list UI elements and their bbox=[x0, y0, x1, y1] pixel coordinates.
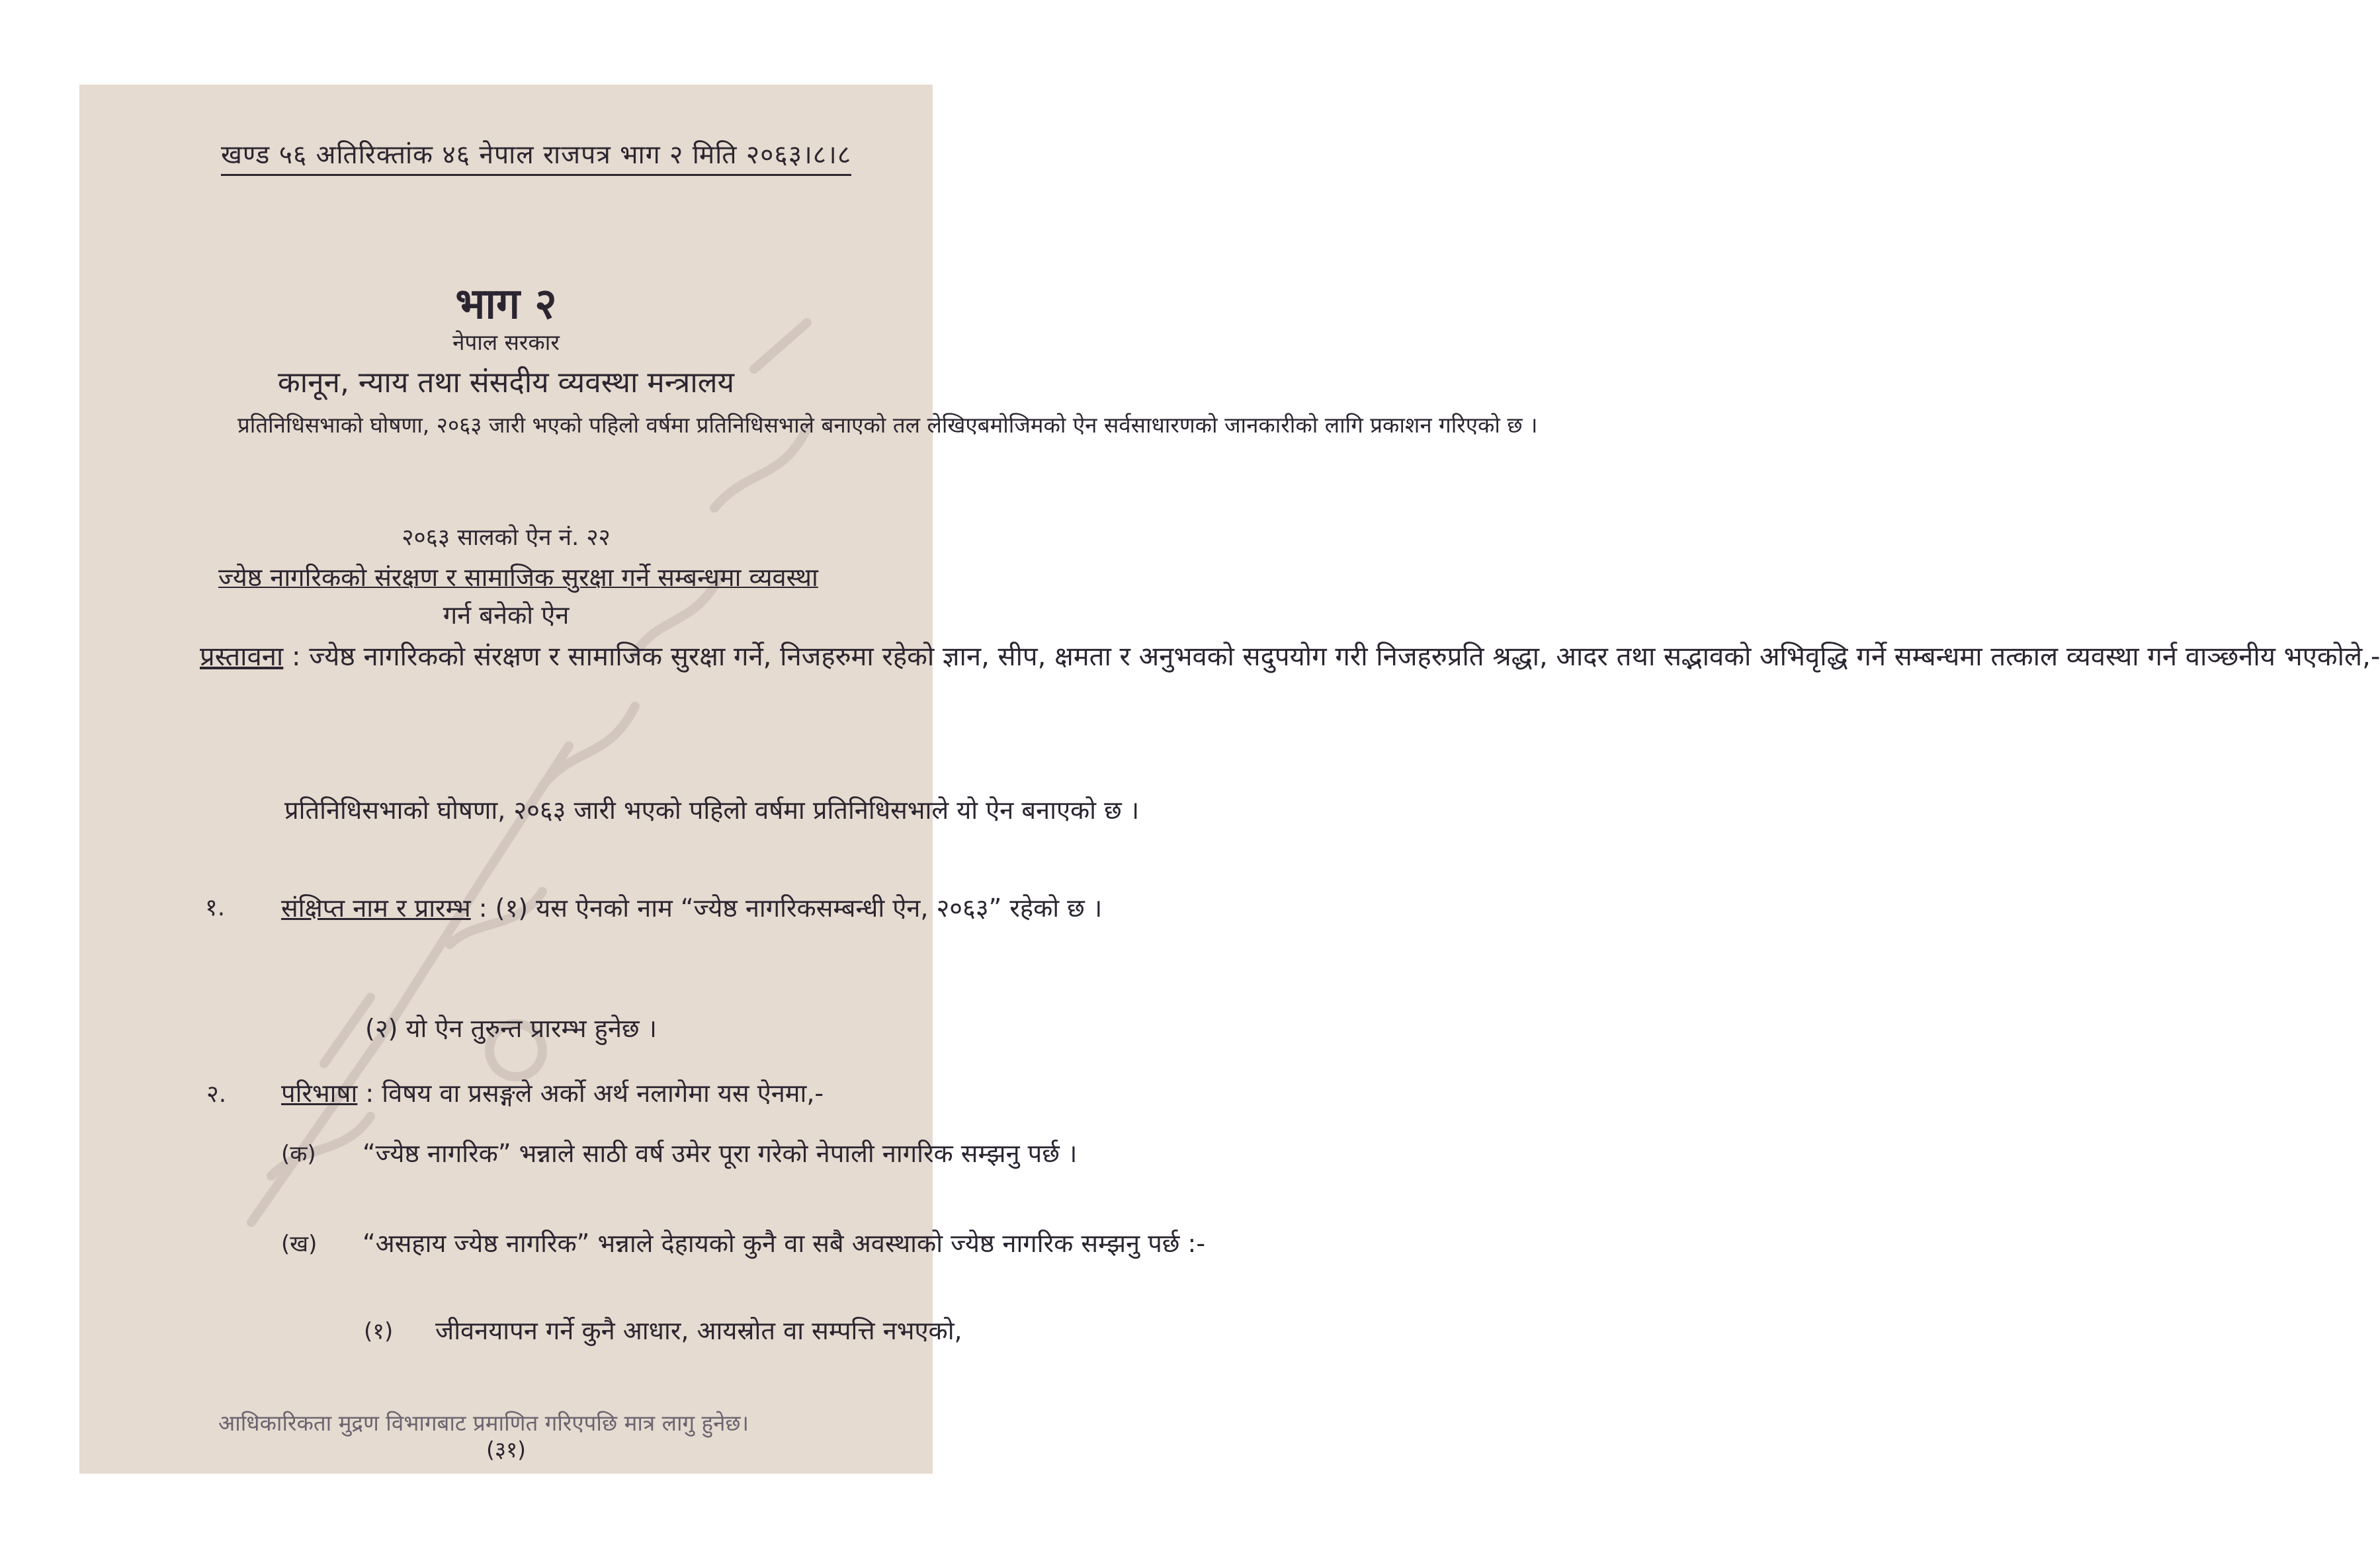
section-2-heading: परिभाषा bbox=[281, 1079, 358, 1108]
sub-clause-1-label: (१) bbox=[364, 1318, 394, 1345]
enactment-clause: प्रतिनिधिसभाको घोषणा, २०६३ जारी भएको पहिलो वर्षमा प्रतिनिधिसभाले यो ऐन बनाएको छ । bbox=[284, 796, 1140, 825]
act-number: २०६३ सालको ऐन नं. २२ bbox=[402, 524, 611, 551]
section-2-number: २. bbox=[206, 1081, 227, 1108]
act-title: ज्येष्ठ नागरिकको संरक्षण र सामाजिक सुरक्षा गर्ने सम्बन्धमा व्यवस्था bbox=[218, 563, 818, 592]
intro-paragraph: प्रतिनिधिसभाको घोषणा, २०६३ जारी भएको पहिलो वर्षमा प्रतिनिधिसभाले बनाएको तल लेखिएबमोजिमको ऐन सर्वसाधारणको जानकारीको लागि प्रकाशन गरिएको छ । bbox=[237, 412, 1538, 438]
section-1-subsection-2: (२) यो ऐन तुरुन्त प्रारम्भ हुनेछ । bbox=[365, 1014, 658, 1043]
section-1 bbox=[281, 889, 1103, 927]
preamble bbox=[200, 639, 2380, 675]
part-heading: भाग २ bbox=[455, 280, 557, 329]
preamble-label: प्रस्तावना bbox=[200, 642, 284, 672]
sub-clause-1: जीवनयापन गर्ने कुनै आधार, आयस्रोत वा सम्पत्ति नभएको, bbox=[435, 1316, 962, 1345]
section-1-heading: संक्षिप्त नाम र प्रारम्भ bbox=[281, 894, 471, 923]
section-1-text: : (१) यस ऐनको नाम “ज्येष्ठ नागरिकसम्बन्धी ऐन, २०६३” रहेको छ । bbox=[470, 894, 1103, 923]
act-title-continued: गर्न बनेको ऐन bbox=[443, 601, 570, 630]
gazette-page bbox=[79, 85, 2380, 1474]
clause-ka-label: (क) bbox=[281, 1141, 316, 1167]
page-number: (३१) bbox=[486, 1437, 527, 1462]
section-1-number: १. bbox=[205, 894, 226, 921]
footer-note: आधिकारिकता मुद्रण विभागबाट प्रमाणित गरिएपछि मात्र लागु हुनेछ। bbox=[218, 1410, 749, 1436]
clause-kha-label: (ख) bbox=[281, 1231, 318, 1257]
government-name: नेपाल सरकार bbox=[452, 329, 560, 355]
section-2-text: : विषय वा प्रसङ्गले अर्को अर्थ नलागेमा यस ऐनमा,- bbox=[357, 1079, 824, 1108]
ministry-name: कानून, न्याय तथा संसदीय व्यवस्था मन्त्रालय bbox=[277, 366, 735, 399]
clause-kha: “असहाय ज्येष्ठ नागरिक” भन्नाले देहायको कुनै वा सबै अवस्थाको ज्येष्ठ नागरिक सम्झनु पर्छ :- bbox=[362, 1229, 1206, 1258]
clause-ka: “ज्येष्ठ नागरिक” भन्नाले साठी वर्ष उमेर पूरा गरेको नेपाली नागरिक सम्झनु पर्छ । bbox=[362, 1139, 1078, 1168]
section-2 bbox=[281, 1075, 824, 1110]
preamble-text: : ज्येष्ठ नागरिकको संरक्षण र सामाजिक सुरक्षा गर्ने, निजहरुमा रहेको ज्ञान, सीप, क्षमता र अनुभवको सदुपयोग गरी निजहरुप्रति श्रद्धा, आदर तथा सद्भावको अभिवृद्धि गर्ने सम्बन्धमा तत्काल व्यवस्था गर्न वाञ्छनीय भएकोले,- bbox=[283, 642, 2380, 672]
gazette-header: खण्ड ५६ अतिरिक्तांक ४६ नेपाल राजपत्र भाग २ मिति २०६३।८।८ bbox=[221, 136, 851, 176]
